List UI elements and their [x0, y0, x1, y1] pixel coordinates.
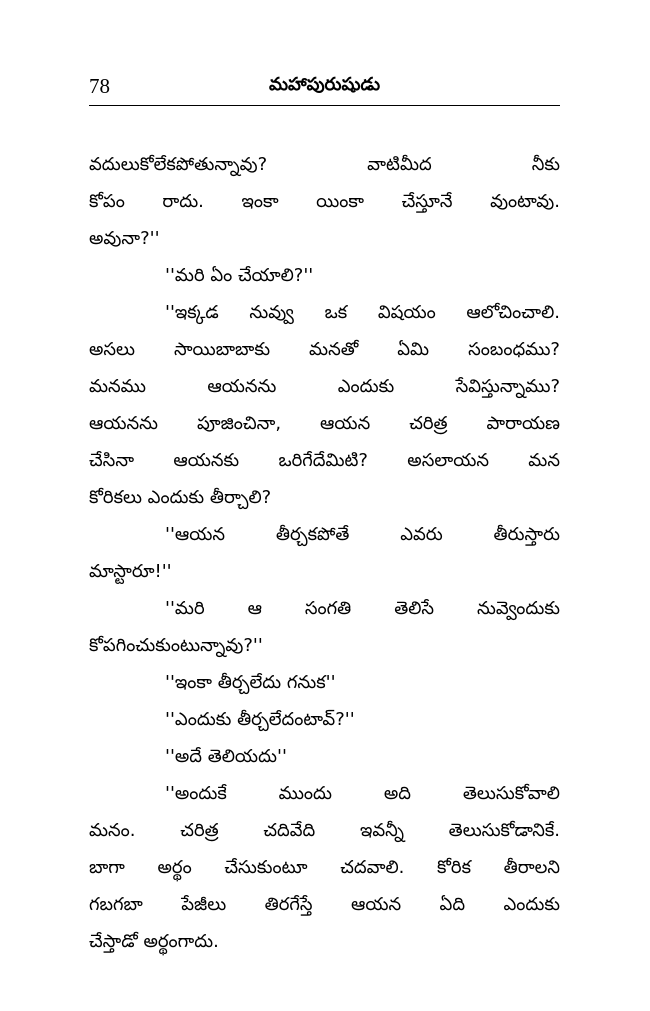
text-line: అవునా?'' — [89, 228, 160, 249]
text-line: చేసినా ఆయనకు ఒరిగేదేమిటి? అసలాయన మన — [89, 450, 560, 471]
text-line: కోరికలు ఎందుకు తీర్చాలి? — [89, 487, 272, 508]
text-line: గబగబా పేజీలు తిరగేస్తే ఆయన ఏది ఎందుకు — [89, 894, 560, 915]
text-line: ''ఇక్కడ నువ్వు ఒక విషయం ఆలోచించాలి. — [165, 302, 560, 323]
body-text — [89, 146, 560, 960]
text-line: ''ఇంకా తీర్చలేదు గనుక'' — [165, 672, 336, 693]
text-line: ''ఆయన తీర్చకపోతే ఎవరు తీరుస్తారు — [165, 524, 560, 545]
text-line: ''అదే తెలియదు'' — [165, 746, 287, 767]
page-header — [89, 70, 560, 106]
text-line: బాగా అర్థం చేసుకుంటూ చదవాలి. కోరిక తీరాలని — [89, 857, 560, 878]
text-line: ''మరి ఆ సంగతి తెలిసే నువ్వెందుకు — [165, 598, 560, 619]
text-line: వదులుకోలేకపోతున్నావు? వాటిమీద నీకు — [89, 154, 560, 175]
text-line: చేస్తాడో అర్థంగాదు. — [89, 931, 219, 952]
header-rule — [89, 105, 560, 106]
text-line: కోపగించుకుంటున్నావు?'' — [89, 635, 263, 656]
text-line: అసలు సాయిబాబాకు మనతో ఏమి సంబంధము? — [89, 339, 560, 360]
text-line: కోపం రాదు. ఇంకా యింకా చేస్తూనే వుంటావు. — [89, 191, 560, 212]
text-line: ''అందుకే ముందు అది తెలుసుకోవాలి — [165, 783, 560, 804]
text-line: ''మరి ఏం చేయాలి?'' — [165, 265, 314, 286]
text-line: మనం. చరిత్ర చదివేది ఇవన్నీ తెలుసుకోడానికే. — [89, 820, 560, 841]
page-number: 78 — [89, 74, 110, 98]
text-line: మనము ఆయనను ఎందుకు సేవిస్తున్నాము? — [89, 376, 560, 397]
text-line: ''ఎందుకు తీర్చలేదంటావ్?'' — [165, 709, 355, 730]
text-line: ఆయనను పూజించినా, ఆయన చరిత్ర పారాయణ — [89, 413, 560, 434]
running-title: మహాపురుషుడు — [268, 74, 381, 95]
text-line: మాస్టారూ!'' — [89, 561, 172, 582]
